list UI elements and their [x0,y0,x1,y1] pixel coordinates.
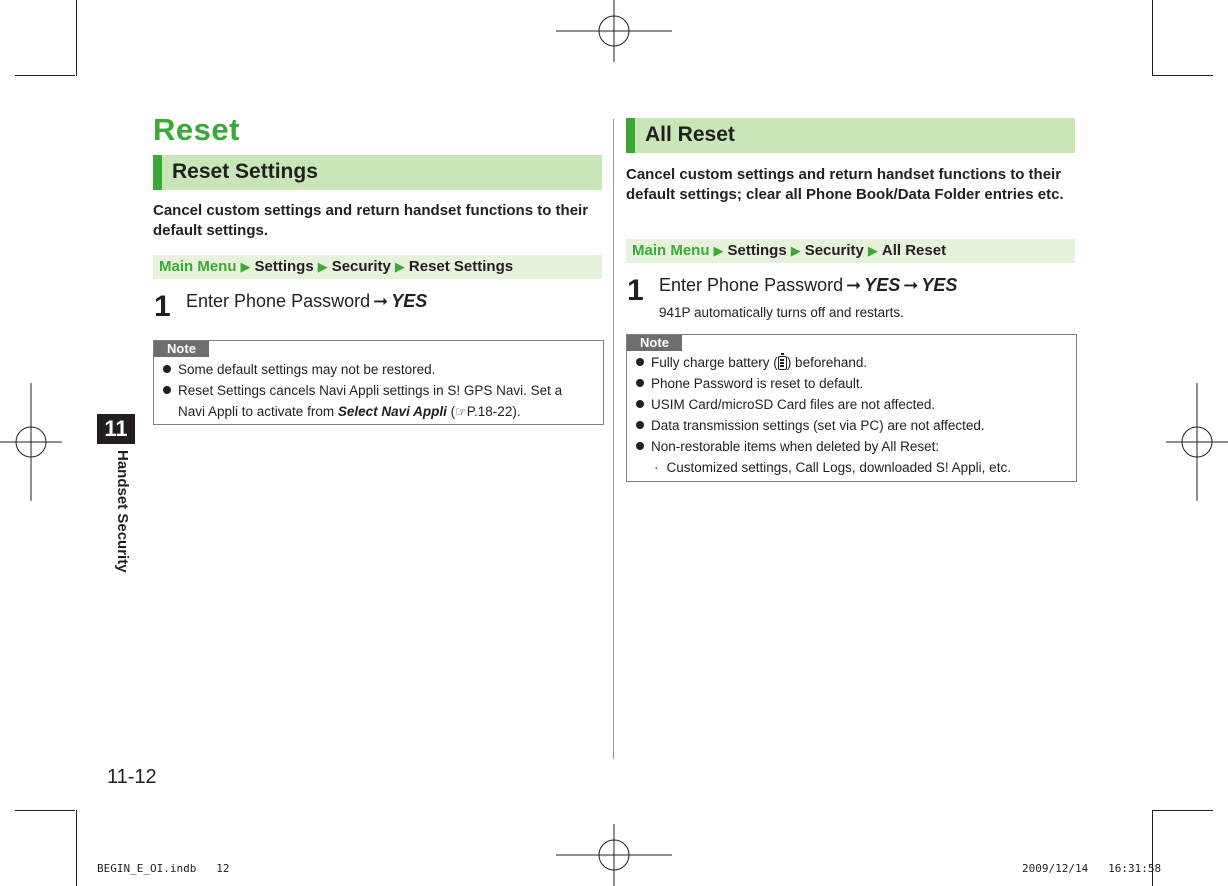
menu-path-item: Security [804,242,864,259]
menu-path-item: Main Menu [632,242,710,259]
crop-mark [15,810,75,811]
middle-dot-icon: · [654,460,659,475]
section-title: All Reset [645,123,735,146]
menu-path [626,239,1075,263]
section-title: Reset Settings [172,160,318,183]
menu-path-item: Settings [254,258,314,275]
bullet-icon [636,358,644,366]
note-text: Navi Appli to activate from [178,404,338,419]
note-item [636,439,939,454]
registration-mark-icon [1166,383,1228,501]
crop-mark [1153,810,1213,811]
note-label: Note [154,341,209,357]
note-item [163,362,435,377]
triangle-separator-icon: ▶ [240,259,251,274]
menu-path-item: Security [331,258,391,275]
note-text: Phone Password is reset to default. [651,376,864,391]
triangle-separator-icon: ▶ [713,243,724,258]
section-header-all-reset [626,118,1075,153]
note-text: Non-restorable items when deleted by All Reset: [651,439,940,454]
note-text: USIM Card/microSD Card files are not affected. [651,397,936,412]
section-description: Cancel custom settings and return handset functions to their default settings; clear all Phone Book/Data Folder entries etc. [626,166,1064,203]
footer-file-info: BEGIN_E_OI.indb 12 [97,862,230,875]
crop-mark [76,810,77,886]
triangle-separator-icon: ▶ [867,243,878,258]
step-number: 1 [154,290,171,323]
page-reference[interactable]: P.18-22). [466,404,521,419]
note-item [636,418,985,433]
menu-path-item: Settings [727,242,787,259]
note-item [636,355,867,370]
bullet-icon [163,365,171,373]
section-header-reset-settings [153,155,602,190]
menu-path-item: Main Menu [159,258,237,275]
triangle-separator-icon: ▶ [317,259,328,274]
crop-mark [1152,0,1153,76]
crop-mark [15,75,75,76]
note-item [163,383,562,398]
reference-hand-icon: ☞ [455,404,467,419]
section-accent [153,155,162,190]
note-item-continued: Navi Appli to activate from Select Navi Appli (☞P.18-22). [178,404,521,419]
section-description: Cancel custom settings and return handset functions to their default settings. [153,202,589,239]
step-text: Enter Phone Password [659,275,844,295]
registration-mark-icon [556,824,672,886]
footer-timestamp: 2009/12/14 16:31:58 [1022,862,1162,875]
page-title: Reset [153,112,240,147]
triangle-separator-icon: ▶ [790,243,801,258]
triangle-separator-icon: ▶ [394,259,405,274]
chapter-number-tab: 11 [97,414,135,444]
menu-path [153,255,602,279]
menu-path-item: Reset Settings [408,258,514,275]
note-text: Fully charge battery ( [651,355,778,370]
step-subtext: 941P automatically turns off and restarts. [659,305,904,320]
column-divider [613,119,614,759]
registration-mark-icon [0,383,62,501]
step-number: 1 [627,274,644,307]
sub-note-item [654,460,1011,475]
crop-mark [1153,75,1213,76]
note-key: Select Navi Appli [337,404,447,419]
chapter-title: Handset Security [114,450,131,573]
step-key: YES [921,275,958,295]
menu-path-item: All Reset [881,242,947,259]
note-item [636,397,935,412]
arrow-icon: ➞ [903,275,919,295]
bullet-icon [636,379,644,387]
arrow-icon: ➞ [373,291,389,311]
step-key: YES [864,275,901,295]
bullet-icon [163,386,171,394]
page-number: 11-12 [107,766,157,788]
step-instruction [186,291,427,312]
note-text: Some default settings may not be restored. [178,362,436,377]
step-instruction [659,275,957,296]
bullet-icon [636,400,644,408]
battery-icon [778,356,787,370]
note-item [636,376,863,391]
note-text: Data transmission settings (set via PC) are not affected. [651,418,985,433]
bullet-icon [636,421,644,429]
bullet-icon [636,442,644,450]
step-text: Enter Phone Password [186,291,371,311]
note-label: Note [627,335,682,351]
section-accent [626,118,635,153]
crop-mark [76,0,77,76]
note-text: ) beforehand. [786,355,868,370]
note-text: Customized settings, Call Logs, downloaded S! Appli, etc. [666,460,1011,475]
note-text: Reset Settings cancels Navi Appli settings in S! GPS Navi. Set a [178,383,563,398]
registration-mark-icon [556,0,672,62]
step-key: YES [391,291,428,311]
arrow-icon: ➞ [846,275,862,295]
